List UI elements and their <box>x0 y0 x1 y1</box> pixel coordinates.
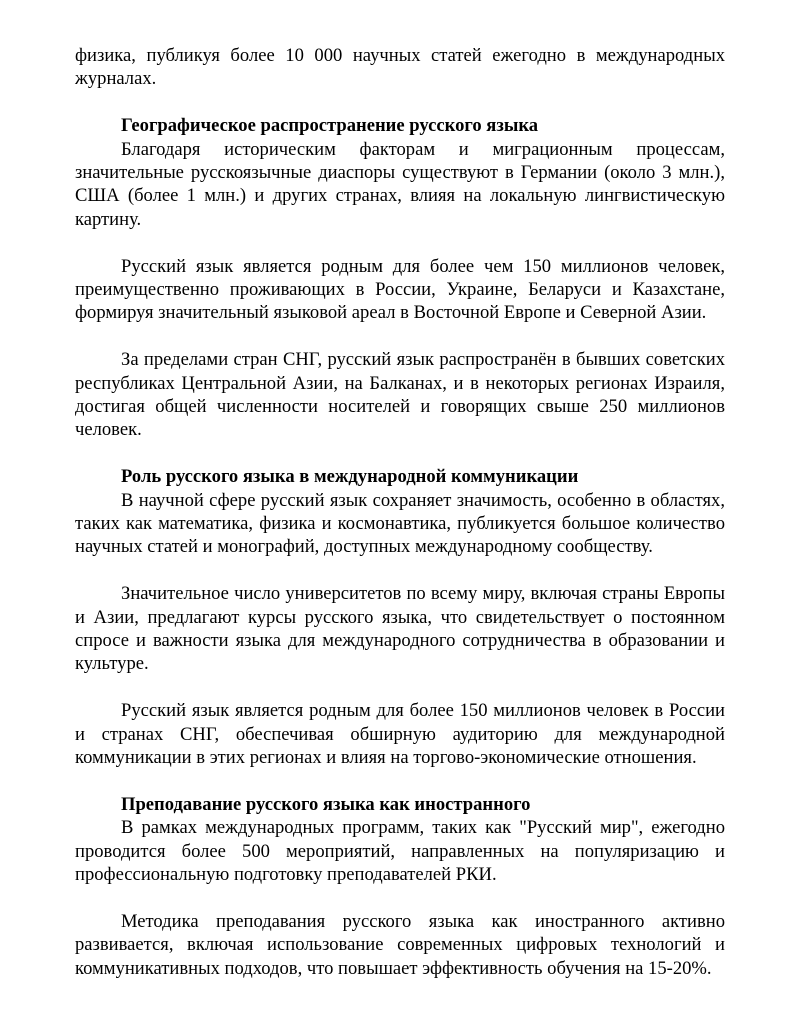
section-heading-geography: Географическое распространение русского языка <box>121 115 539 137</box>
spacer <box>75 442 725 465</box>
spacer <box>75 887 725 910</box>
intro-paragraph: физика, публикуя более 10 000 научных статей ежегодно в международных журналах. <box>75 45 725 90</box>
paragraph: В научной сфере русский язык сохраняет значимость, особенно в областях, таких как математика, физика и космонавтика, публикуется большое количество научных статей и монографий, доступных международному сообществу. <box>75 489 725 558</box>
paragraph: За пределами стран СНГ, русский язык распространён в бывших советских республиках Центральной Азии, на Балканах, и в некоторых регионах Израиля, достигая общей численности носителей и говорящих свыше 250 миллионов человек. <box>75 349 725 441</box>
section-heading-teaching: Преподавание русского языка как иностранного <box>121 793 531 815</box>
spacer <box>75 231 725 254</box>
paragraph: Русский язык является родным для более чем 150 миллионов человек, преимущественно проживающих в России, Украине, Беларуси и Казахстане, формируя значительный языковой ареал в Восточной Европе и Северной Азии. <box>75 255 725 324</box>
paragraph: Значительное число университетов по всему миру, включая страны Европы и Азии, предлагают курсы русского языка, что свидетельствует о постоянном спросе и важности языка для международного сотрудничества в образовании и культуре. <box>75 583 725 675</box>
paragraph: Благодаря историческим факторам и миграционным процессам, значительные русскоязычные диаспоры существуют в Германии (около 3 млн.), США (более 1 млн.) и других странах, влияя на локальную лингвистическую картину. <box>75 138 725 230</box>
paragraph: Методика преподавания русского языка как иностранного активно развивается, включая использование современных цифровых технологий и коммуникативных подходов, что повышает эффективность обучения на 15-20%. <box>75 910 725 979</box>
paragraph: Русский язык является родным для более 150 миллионов человек в России и странах СНГ, обеспечивая обширную аудиторию для международной коммуникации в этих регионах и влияя на торгово-экономические отношения. <box>75 700 725 769</box>
paragraph: В рамках международных программ, таких как "Русский мир", ежегодно проводится более 500 мероприятий, направленных на популяризацию и профессиональную подготовку преподавателей РКИ. <box>75 817 725 886</box>
spacer <box>75 325 725 348</box>
spacer <box>75 676 725 699</box>
spacer <box>75 770 725 793</box>
section-heading-communication: Роль русского языка в международной коммуникации <box>121 466 579 488</box>
spacer <box>75 91 725 114</box>
spacer <box>75 559 725 582</box>
document-page <box>75 44 725 980</box>
